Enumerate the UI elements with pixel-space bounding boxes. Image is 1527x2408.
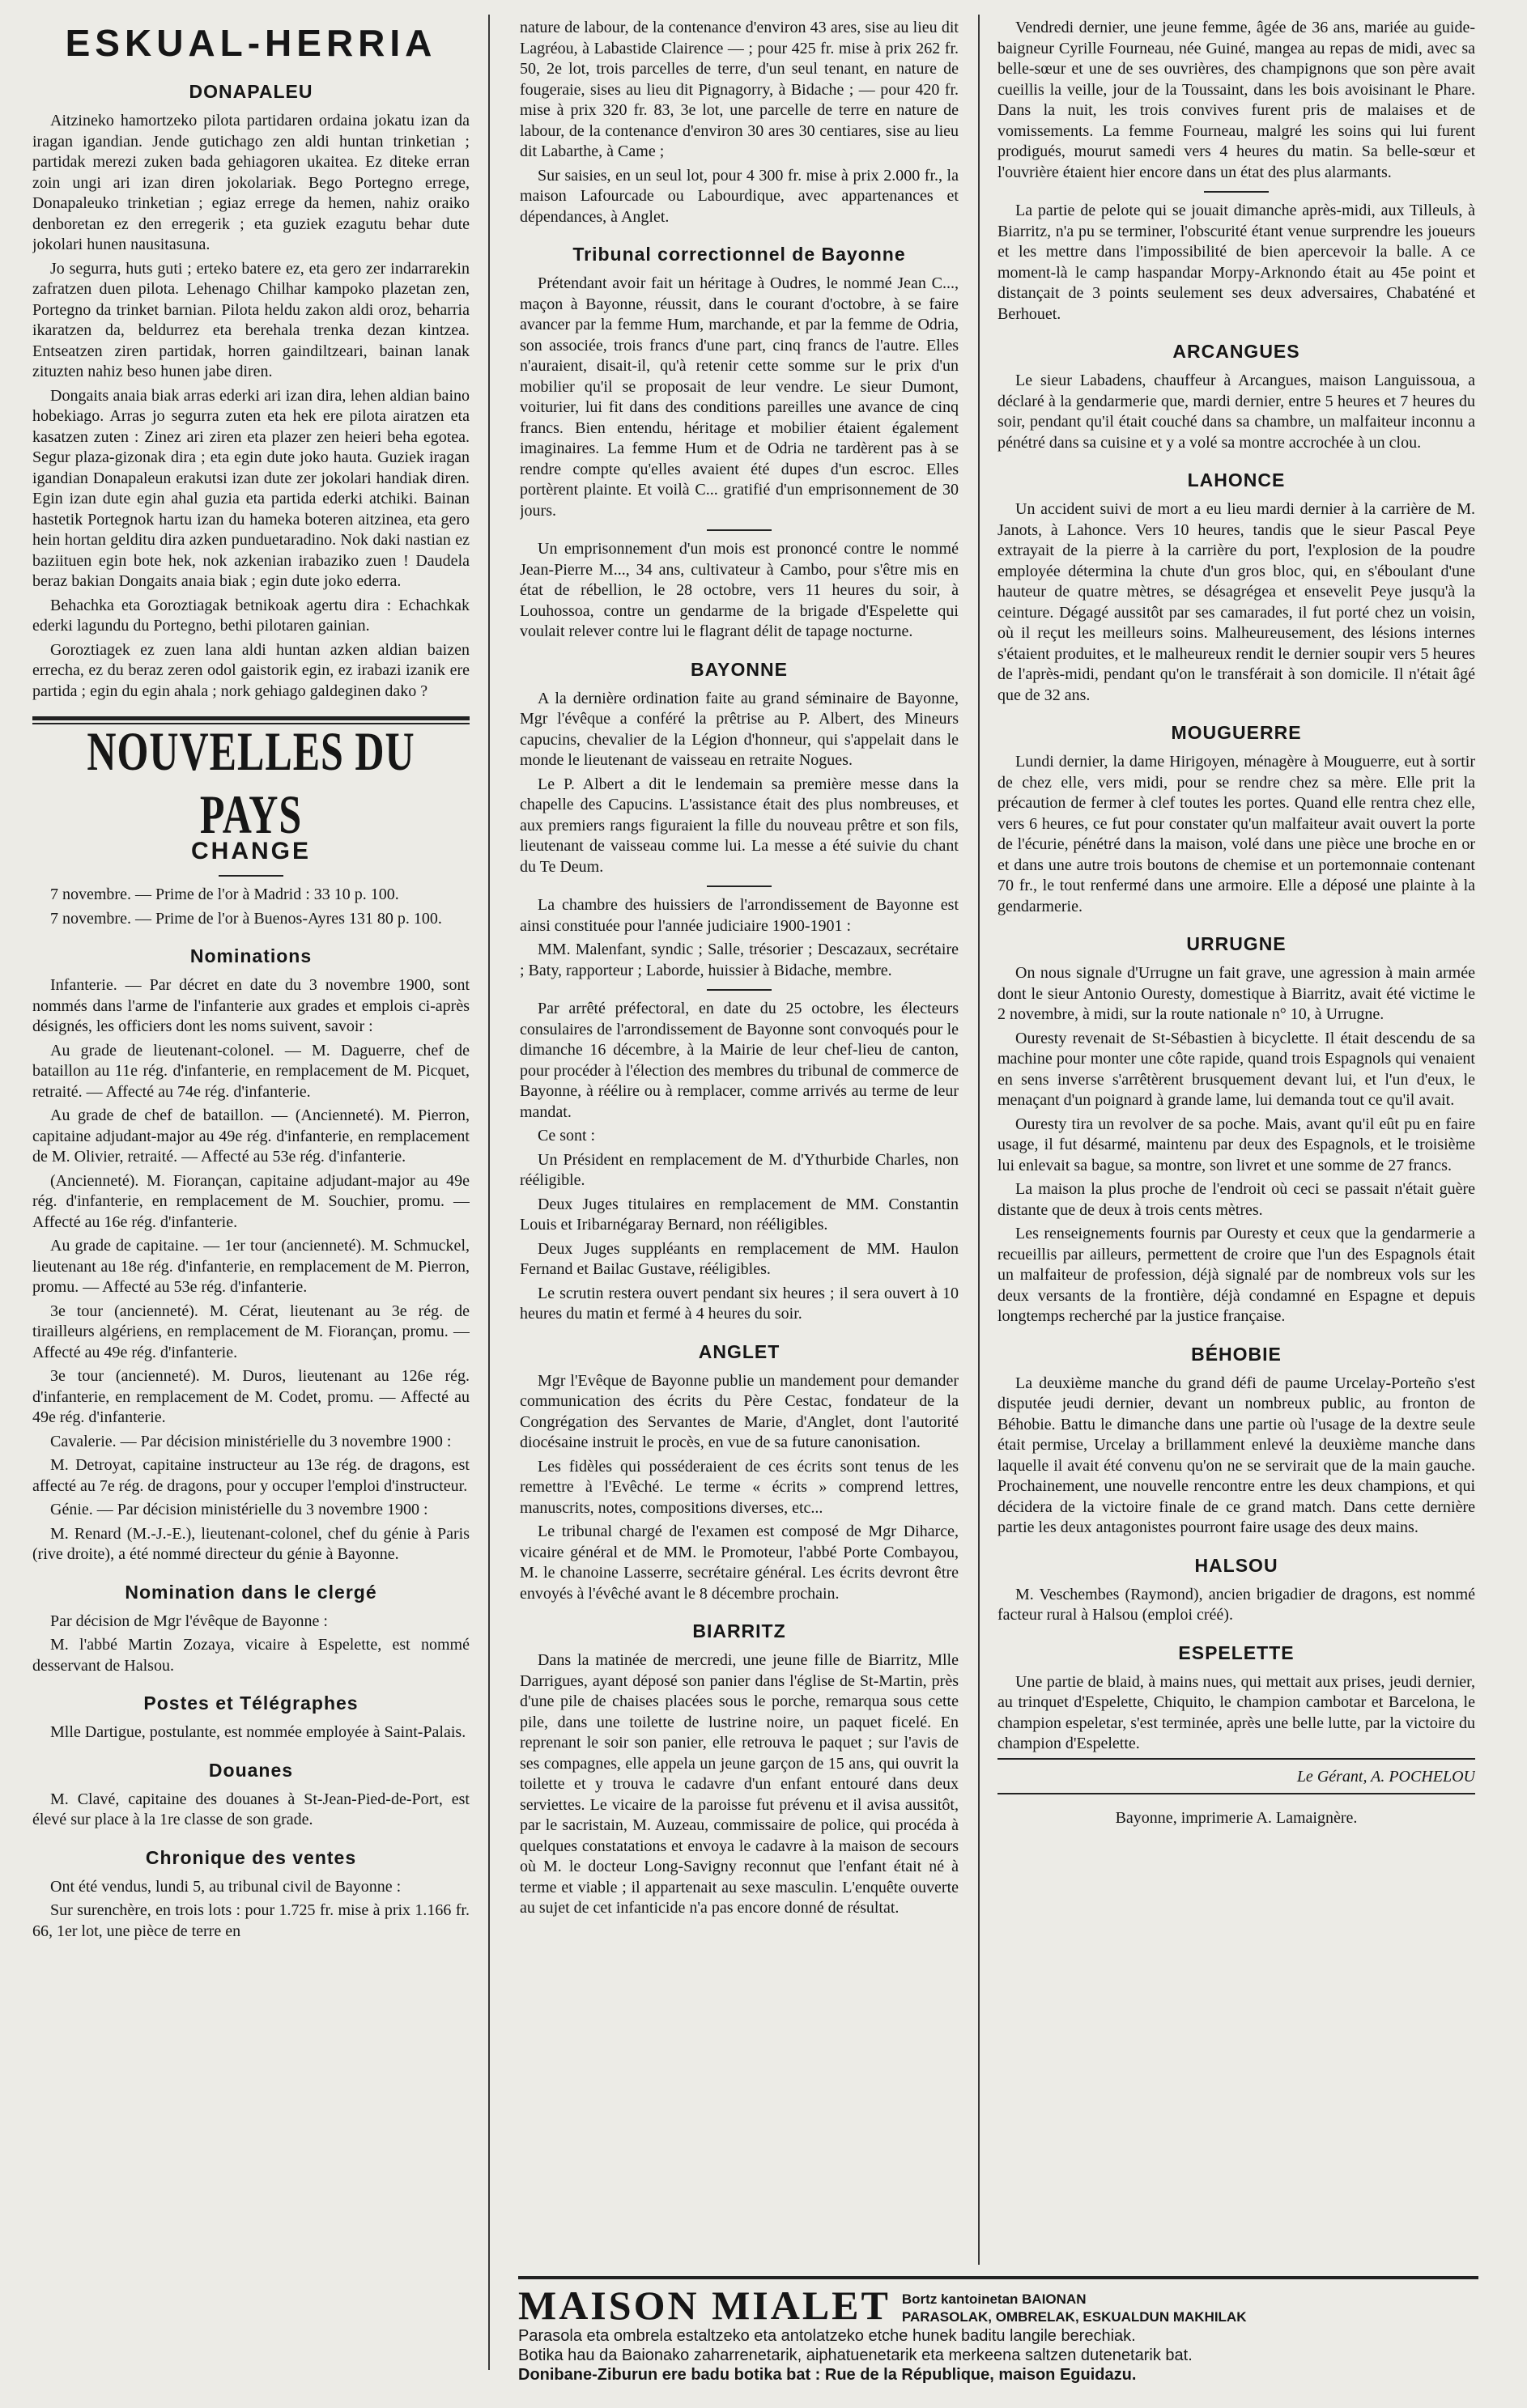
section-heading: Chronique des ventes: [145, 1846, 357, 1868]
section-lahonce: [997, 469, 1475, 706]
ad-line: Parasola eta ombrela estaltzeko eta antolatzeko etche hunek baditu langile berechiak.: [518, 2327, 1136, 2345]
paragraph: 7 novembre. — Prime de l'or à Madrid : 33 10 p. 100.: [50, 885, 399, 903]
section-heading: URRUGNE: [1186, 933, 1287, 954]
section-urrugne: [997, 933, 1475, 1327]
paragraph: Goroztiagek ez zuen lana aldi huntan azken aldian baizen errecha, ez du beraz zeren odol gaistorik egin, ez irabazi izanik ere partida ; egin du egin ahala ; nork gehiago galdeginen dako ?: [32, 640, 470, 700]
section-heading: ARCANGUES: [1172, 341, 1300, 362]
section-arcangues: [997, 341, 1475, 453]
ad-side-line: Bortz kantoinetan BAIONAN: [901, 2291, 1087, 2307]
section-clerge: [32, 1582, 470, 1677]
paragraph: Sur saisies, en un seul lot, pour 4 300 fr. mise à prix 2.000 fr., la maison Lafourcade ou Labourdique, avec appartenances et dépendances, à Anglet.: [520, 166, 959, 226]
section-heading: LAHONCE: [1187, 469, 1286, 491]
paragraph: M. l'abbé Martin Zozaya, vicaire à Espelette, est nommé desservant de Halsou.: [32, 1636, 470, 1675]
paragraph: Le tribunal chargé de l'examen est composé de Mgr Diharce, vicaire général et de MM. le Promoteur, l'abbé Porte Combayou, M. le chanoine Lasserre, secrétaire général. Les écrits devront être envoyés à l'évêché avant le 8 décembre prochain.: [520, 1523, 959, 1603]
paragraph: Sur surenchère, en trois lots : pour 1.725 fr. mise à prix 1.166 fr. 66, 1er lot, une pièce de terre en: [32, 1901, 470, 1940]
paragraph: Mlle Dartigue, postulante, est nommée employée à Saint-Palais.: [50, 1723, 466, 1741]
paragraph: Un emprisonnement d'un mois est prononcé contre le nommé Jean-Pierre M..., 34 ans, cultivateur à Cambo, pour s'être mis en état de rébellion, le 28 octobre, vers 11 heures du soir, à Louhossoa, contre un gendarme de la brigade d'Espelette qui voulait relever contre lui le flagrant délit de tapage nocturne.: [520, 540, 959, 640]
paragraph: Dongaits anaia biak arras ederki ari izan dira, lehen aldian baino hobekiago. Arras jo segurra zuten eta hek ere pilota airatzen eta kasatzen zuten : Zinez ari ziren eta plazer zen heieri beha egotea. Segur plaza-gizonak dira ; eta egin dute joko hauta. Guziek iragan igandian Donapaleun erakutsi izan dute zer jokolari handiak diren. Egin izan dute egin ahal guzia eta partida ederki atchiki. Bainan hastetik Portegnok hartu izan du hameka boteren aitzinea, eta gero hein hortan gelditu dira azken punduetaradino. Nok daki nastian ez baziituen egin bote hek, nok azkenian irabaziko zuen ! Daudela beraz bakian Dongaits anaia biak ; egin dute joko ederra.: [32, 386, 470, 590]
paragraph: La chambre des huissiers de l'arrondissement de Bayonne est ainsi constituée pour l'année judiciaire 1900-1901 :: [520, 896, 959, 935]
paragraph: Génie. — Par décision ministérielle du 3 novembre 1900 :: [50, 1501, 428, 1518]
paragraph: M. Veschembes (Raymond), ancien brigadier de dragons, est nommé facteur rural à Halsou (emploi créé).: [997, 1585, 1475, 1624]
section-heading: HALSOU: [1194, 1554, 1278, 1576]
ad-header: [518, 2284, 1478, 2326]
divider: [707, 885, 772, 887]
divider: [707, 989, 772, 991]
masthead: ESKUAL-HERRIA: [65, 22, 437, 64]
section-halsou: [997, 1555, 1475, 1626]
paragraph: Le P. Albert a dit le lendemain sa première messe dans la chapelle des Capucins. L'assistance était des plus nombreuses, et aux premiers rangs figuraient la fille du nouveau prêtre et son fils, lieutenant de vaisseau comme lui. La messe a été suivie du chant du Te Deum.: [520, 775, 959, 876]
section-heading: CHANGE: [190, 838, 311, 864]
section-douanes: [32, 1760, 470, 1831]
paragraph: Deux Juges titulaires en remplacement de MM. Constantin Louis et Iribarnégaray Bernard, non rééligibles.: [520, 1195, 959, 1234]
section-bayonne: [520, 659, 959, 1325]
paragraph: (Ancienneté). M. Fiorançan, capitaine adjudant-major au 49e rég. d'infanterie, en remplacement de M. Souchier, promu. — Affecté au 16e rég. d'infanterie.: [32, 1171, 470, 1231]
ad-side-line: PARASOLAK, OMBRELAK, ESKUALDUN MAKHILAK: [901, 2309, 1247, 2325]
section-heading: MOUGUERRE: [1171, 722, 1302, 743]
paragraph: Behachka eta Goroztiagak betnikoak agertu dira : Echachkak ederki lagundu du Portegno, bethi pilotaren gainian.: [32, 596, 470, 635]
paragraph: On nous signale d'Urrugne un fait grave, une agression à main armée dont le sieur Antonio Ouresty, domestique à Biarritz, avait été victime le 2 novembre, à midi, sur la route nationale n° 10, à Urrugne.: [997, 964, 1475, 1023]
paragraph: Un accident suivi de mort a eu lieu mardi dernier à la carrière de M. Janots, à Lahonce. Vers 10 heures, tandis que le sieur Pascal Peye extrayait de la pierre à la carrière du port, l'explosion de la poudre employée détermina la chute d'un gros bloc, qui, en s'éboulant d'une hauteur de quatre mètres, se désagrégea et ensevelit Peye jusqu'à la ceinture. Dégagé aussitôt par ses camarades, il fut porté chez un voisin, où il reçut les meilleurs soins. Malheureusement, des lésions internes s'étaient produites, et le malheureux rendit le dernier soupir vers 5 heures de l'après-midi, pendant qu'on le transférait à son domicile. Il n'était âgé que de 32 ans.: [997, 500, 1475, 704]
section-heading: ANGLET: [698, 1340, 781, 1362]
section-heading: Douanes: [208, 1759, 294, 1781]
paragraph: Dans la matinée de mercredi, une jeune fille de Biarritz, Mlle Darrigues, ayant déposé son panier dans l'église de St-Martin, près d'une pile de chaises placées sous le porche, remarqua sous cette pile, dans une toilette de lustrine noire, un paquet ficelé. En reprenant le soir son panier, elle retrouva le paquet ; sur l'avis de ses compagnes, elle appela un jeune garçon de 15 ans, qui ouvrit la toilette et y trouva le cadavre d'un enfant entouré dans deux serviettes. Le vicaire de la paroisse fut prévenu et il avisa aussitôt, par le sacristain, M. Auzeau, commissaire de police, qui procéda à quelques constatations et envoya le cadavre à la maison de secours où M. le docteur Long-Savigny reconnut que l'enfant était né à terme et viable ; il appartenait au sexe masculin. L'enquête ouverte au sujet de cet infanticide n'a pas encore donné de résultat.: [520, 1651, 959, 1917]
paragraph: 3e tour (ancienneté). M. Duros, lieutenant au 126e rég. d'infanterie, en remplacement de M. Codet, promu. — Affecté au 49e rég. d'infanterie.: [32, 1367, 470, 1426]
paragraph: Mgr l'Evêque de Bayonne publie un mandement pour demander communication des écrits du Père Cestac, fondateur de la Congrégation des Servantes de Marie, d'Anglet, dont l'autorité diocésaine instruit le procès, en vue de sa future canonisation.: [520, 1371, 959, 1451]
paragraph: Jo segurra, huts guti ; erteko batere ez, eta gero zer indarrarekin zafratzen duen pilota. Lehenago Chilhar kampoko plazetan zen, Portegno da trinket barnian. Pilota heldu zakon aldi oroz, beharria ikaratzen da, beldurrez eta berehala trenka dezan kintzea. Entseatzen ziren partidak, horren gaindiltzeari, bainan lanak zituzten nahiz beso hunen jabe diren.: [32, 259, 470, 380]
section-donapaleu: [32, 81, 470, 702]
ad-brand: MAISON MIALET: [518, 2283, 891, 2328]
section-nominations: [32, 945, 470, 1565]
nouvelles-title: NOUVELLES DU PAYS: [87, 720, 415, 845]
paragraph: 7 novembre. — Prime de l'or à Buenos-Ayres 131 80 p. 100.: [50, 909, 442, 928]
paragraph: Les fidèles qui posséderaient de ces écrits sont tenus de les remettre à l'Evêché. Le terme « écrits » comprend lettres, manuscrits, notes, compositions diverses, etc...: [520, 1457, 959, 1517]
paragraph: Le scrutin restera ouvert pendant six heures ; il sera ouvert à 10 heures du matin et fermé à 4 heures du soir.: [520, 1284, 959, 1323]
paragraph: 3e tour (ancienneté). M. Cérat, lieutenant au 3e rég. de tirailleurs algériens, en remplacement de M. Fiorançan, promu. — Affecté au 49e rég. d'infanterie.: [32, 1302, 470, 1361]
section-biarritz-continued: [997, 18, 1475, 325]
section-behobie: [997, 1344, 1475, 1539]
paragraph: M. Clavé, capitaine des douanes à St-Jean-Pied-de-Port, est élevé sur place à la 1re classe de son grade.: [32, 1790, 470, 1828]
ad-line: Donibane-Ziburun ere badu botika bat : Rue de la République, maison Eguidazu.: [518, 2366, 1137, 2384]
divider: [1204, 191, 1269, 193]
paragraph: Ont été vendus, lundi 5, au tribunal civil de Bayonne :: [50, 1877, 402, 1896]
paragraph: Ouresty tira un revolver de sa poche. Mais, avant qu'il eût pu en faire usage, il fut désarmé, maintenu par deux des Espagnols, et le troisième lui enlevait sa bague, sa montre, son livret et une somme de 27 francs.: [997, 1115, 1475, 1174]
paragraph: La partie de pelote qui se jouait dimanche après-midi, aux Tilleuls, à Biarritz, n'a pu se terminer, l'obscurité étant venue surprendre les joueurs et les mettre dans l'impossibilité de bien apercevoir la balle. A ce moment-là le camp haspandar Morpy-Arknondo était au 45e point et distançait de 3 points seulement ses deux adversaires, Chabaténé et Berhouet.: [997, 202, 1475, 323]
section-heading: BAYONNE: [691, 658, 788, 680]
paragraph: M. Detroyat, capitaine instructeur au 13e rég. de dragons, est affecté au 7e rég. de dragons, pour y occuper l'emploi d'instructeur.: [32, 1456, 470, 1495]
paragraph: Au grade de lieutenant-colonel. — M. Daguerre, chef de bataillon au 11e rég. d'infanterie, en remplacement de M. Picquet, retraité. — Affecté au 74e rég. d'infanterie.: [32, 1041, 470, 1101]
paragraph: Par arrêté préfectoral, en date du 25 octobre, les électeurs consulaires de l'arrondissement de Bayonne sont convoqués pour le dimanche 16 décembre, à la Mairie de leur chef-lieu de canton, pour procéder à l'élection des membres du tribunal de commerce de Bayonne, à réélire ou à remplacer, comme arrivés au terme de leur mandat.: [520, 1000, 959, 1121]
paragraph: Aitzineko hamortzeko pilota partidaren ordaina jokatu izan da iragan igandian. Jende gutichago zen aldi huntan trinketian ; partidak merezi zuken bada gehiagoren ukaitea. Ez diteke erran zoin ungi ari izan diren jokolariak. Bego Portegno errege, Donapaleuko trinketian ; egiaz errege da hemen, nahiz oraiko denboretan ez den erregerik ; eta guziek ezagutu behar dute jokolari hunen nausitasuna.: [32, 112, 470, 253]
section-ventes: [32, 1847, 470, 1943]
section-heading: BIARRITZ: [692, 1620, 786, 1641]
paragraph: A la dernière ordination faite au grand séminaire de Bayonne, Mgr l'évêque a conféré la prêtrise au P. Albert, des Mineurs capucins, chevalier de la Légion d'honneur, qui s'appelait dans le monde le lieutenant de vaisseau en retraite Nogues.: [520, 689, 959, 769]
gerant-signature: Le Gérant, A. POCHELOU: [1296, 1767, 1475, 1786]
paragraph: Une partie de blaid, à mains nues, qui mettait aux prises, jeudi dernier, au trinquet d'Espelette, Chiquito, le champion cambotar et Barcelona, le champion espeletar, s'est terminée, après une belle lutte, par la victoire du champion d'Espelette.: [997, 1672, 1475, 1752]
paragraph: Au grade de capitaine. — 1er tour (ancienneté). M. Schmuckel, lieutenant au 18e rég. d'infanterie, en remplacement de M. Pierron, promu. — Affecté au 53e rég. d'infanterie.: [32, 1237, 470, 1296]
paragraph: La deuxième manche du grand défi de paume Urcelay-Porteño s'est disputée jeudi dernier, devant un nombreux public, au fronton de Béhobie. Battu le dimanche dans une partie où l'usage de la dextre seule était permise, Urcelay a brillamment enlevé la deuxième manche dans laquelle il avait été convenu qu'on ne se servirait que de la main gauche. Prochainement, une nouvelle rencontre entre les deux champions, et qui décidera de la victoire finale de ce grand match. Dans cette dernière partie les deux antagonistes pourront faire usage des deux mains.: [997, 1374, 1475, 1536]
paragraph: Le sieur Labadens, chauffeur à Arcangues, maison Languissoua, a déclaré à la gendarmerie que, mardi dernier, entre 5 heures et 7 heures du soir, pendant qu'il était couché dans sa chambre, un malfaiteur inconnu a pénétré dans sa cuisine et y a volé sa montre accrochée à un clou.: [997, 372, 1475, 452]
section-tribunal: [520, 244, 959, 643]
column-rule: [488, 15, 490, 2370]
paragraph: nature de labour, de la contenance d'environ 43 ares, sise au lieu dit Lagréou, à Labastide Clairence — ; pour 425 fr. mise à prix 262 fr. 50, 2e lot, trois parcelles de terre, d'un seul tenant, en nature de fougeraie, sises au lieu dit Pignagorry, à Bidache ; — pour 420 fr. mise à prix 320 fr. 83, 3e lot, une parcelle de terre en nature de labour, de la contenance d'environ 30 ares 30 centiares, sise au lieu dit Labarthe, à Came ;: [520, 19, 959, 160]
column-rule: [978, 15, 980, 2265]
paragraph: Vendredi dernier, une jeune femme, âgée de 36 ans, mariée au guide-baigneur Cyrille Fourneau, née Guiné, mangea au repas de midi, avec sa belle-sœur et une de ses ouvrières, des champignons que son père avait cueillis la veille, jour de la Toussaint, dans les bois avoisinant le Phare. Dans la nuit, les trois convives furent pris de malaises et de vomissements. La femme Fourneau, malgré les soins qui lui furent prodigués, mourut samedi vers 4 heures du matin. Sa belle-sœur et l'ouvrière étaient hier encore dans un état des plus alarmants.: [997, 19, 1475, 181]
section-mouguerre: [997, 722, 1475, 917]
paragraph: Ce sont :: [538, 1127, 596, 1145]
section-heading: Nomination dans le clergé: [125, 1581, 377, 1603]
column-2: [520, 18, 959, 2276]
paragraph: Lundi dernier, la dame Hirigoyen, ménagère à Mouguerre, eut à sortir de chez elle, vers midi, pour se rendre chez sa mère. Elle prit la précaution de fermer à clef toutes les portes. Quand elle rentra chez elle, vers 6 heures, ce fut pour constater qu'un malfaiteur avait ouvert la porte de l'écurie, pénétré dans la maison, volé dans une pièce une broche en or et dans une autre trois boutons de chemise et un portemonnaie contenant 70 fr., le tout renfermé dans une armoire. Elle a déposé une plainte à la gendarmerie.: [997, 753, 1475, 915]
paragraph: Un Président en remplacement de M. d'Ythurbide Charles, non rééligible.: [520, 1150, 959, 1189]
section-espelette: [997, 1642, 1475, 1755]
paragraph: La maison la plus proche de l'endroit où ceci se passait n'était guère distante que de deux à trois cents mètres.: [997, 1180, 1475, 1219]
section-biarritz: [520, 1620, 959, 1919]
section-rule: [997, 1758, 1475, 1760]
section-heading: DONAPALEU: [189, 81, 313, 102]
section-postes: [32, 1692, 470, 1743]
section-heading: Tribunal correctionnel de Bayonne: [572, 244, 906, 265]
divider: [707, 529, 772, 531]
column-3: [997, 18, 1475, 2276]
printer-line: Bayonne, imprimerie A. Lamaignère.: [1115, 1808, 1358, 1827]
paragraph: MM. Malenfant, syndic ; Salle, trésorier ; Descazaux, secrétaire ; Baty, rapporteur ; Laborde, huissier à Bidache, membre.: [520, 941, 959, 979]
column-1: [32, 18, 470, 2381]
paragraph: Les renseignements fournis par Ouresty et ceux que la gendarmerie a recueillis par ailleurs, permettent de croire que l'un des Espagnols était un malfaiteur de profession, déjà signalé par de nombreux vols sur les deux versants de la frontière, déjà condamné en Espagne et depuis longtemps recherché par la justice française.: [997, 1225, 1475, 1325]
paragraph: Ouresty revenait de St-Sébastien à bicyclette. Il était descendu de sa machine pour monter une côte rapide, quand trois Espagnols qui venaient en sens inverse s'arrêtèrent brusquement devant lui, et l'un d'eux, le menaçant d'un poignard à grande lame, lui demanda tout ce qu'il avait.: [997, 1029, 1475, 1109]
section-heading: ESPELETTE: [1178, 1641, 1295, 1663]
section-heading: BÉHOBIE: [1191, 1343, 1282, 1365]
paragraph: Prétendant avoir fait un héritage à Oudres, le nommé Jean C..., maçon à Bayonne, réussit, dans le courant d'octobre, à se faire avancer par la femme Hum, marchande, et par la femme de Odria, son associée, trois francs d'une part, cinq francs de l'autre. Elles n'auraient, disait-il, qu'à retenir cette somme sur le prix d'un mobilier qu'il se proposait de leur vendre. Le sieur Dumont, voiturier, lui fit dans des conditions pareilles une avance de cinq francs. Bien entendu, héritage et mobilier étaient également imaginaires. La femme Hum et de Odria ne tardèrent pas à se rendre compte qu'elles avaient été dupes d'un escroc. Elles portèrent plainte. Et voilà C... gratifié d'un emprisonnement de 30 jours.: [520, 274, 959, 520]
advertisement: [518, 2276, 1478, 2401]
divider: [219, 875, 283, 877]
section-heading: Postes et Télégraphes: [143, 1692, 359, 1714]
section-change: [32, 838, 470, 929]
paragraph: Cavalerie. — Par décision ministérielle du 3 novembre 1900 :: [50, 1432, 452, 1450]
section-heading: Nominations: [189, 945, 313, 966]
ad-line: Botika hau da Baionako zaharrenetarik, aiphatuenetarik eta merkeena saltzen dutenetarik bat.: [518, 2346, 1193, 2364]
paragraph: Au grade de chef de bataillon. — (Ancienneté). M. Pierron, capitaine adjudant-major au 49e rég. d'infanterie, en remplacement de M. Olivier, retraité. — Affecté au 53e rég. d'infanterie.: [32, 1106, 470, 1166]
paragraph: M. Renard (M.-J.-E.), lieutenant-colonel, chef du génie à Paris (rive droite), a été nommé directeur du génie à Bayonne.: [32, 1524, 470, 1563]
section-ventes-continued: [520, 18, 959, 227]
paragraph: Deux Juges suppléants en remplacement de MM. Haulon Fernand et Bailac Gustave, rééligibles.: [520, 1239, 959, 1278]
section-anglet: [520, 1341, 959, 1605]
paragraph: Par décision de Mgr l'évêque de Bayonne :: [50, 1612, 328, 1630]
section-rule: [997, 1793, 1475, 1794]
ad-side-text: [902, 2291, 1247, 2326]
paragraph: Infanterie. — Par décret en date du 3 novembre 1900, sont nommés dans l'arme de l'infanterie aux grades et emplois ci-après désignés, les officiers dont les noms suivent, savoir :: [32, 976, 470, 1035]
